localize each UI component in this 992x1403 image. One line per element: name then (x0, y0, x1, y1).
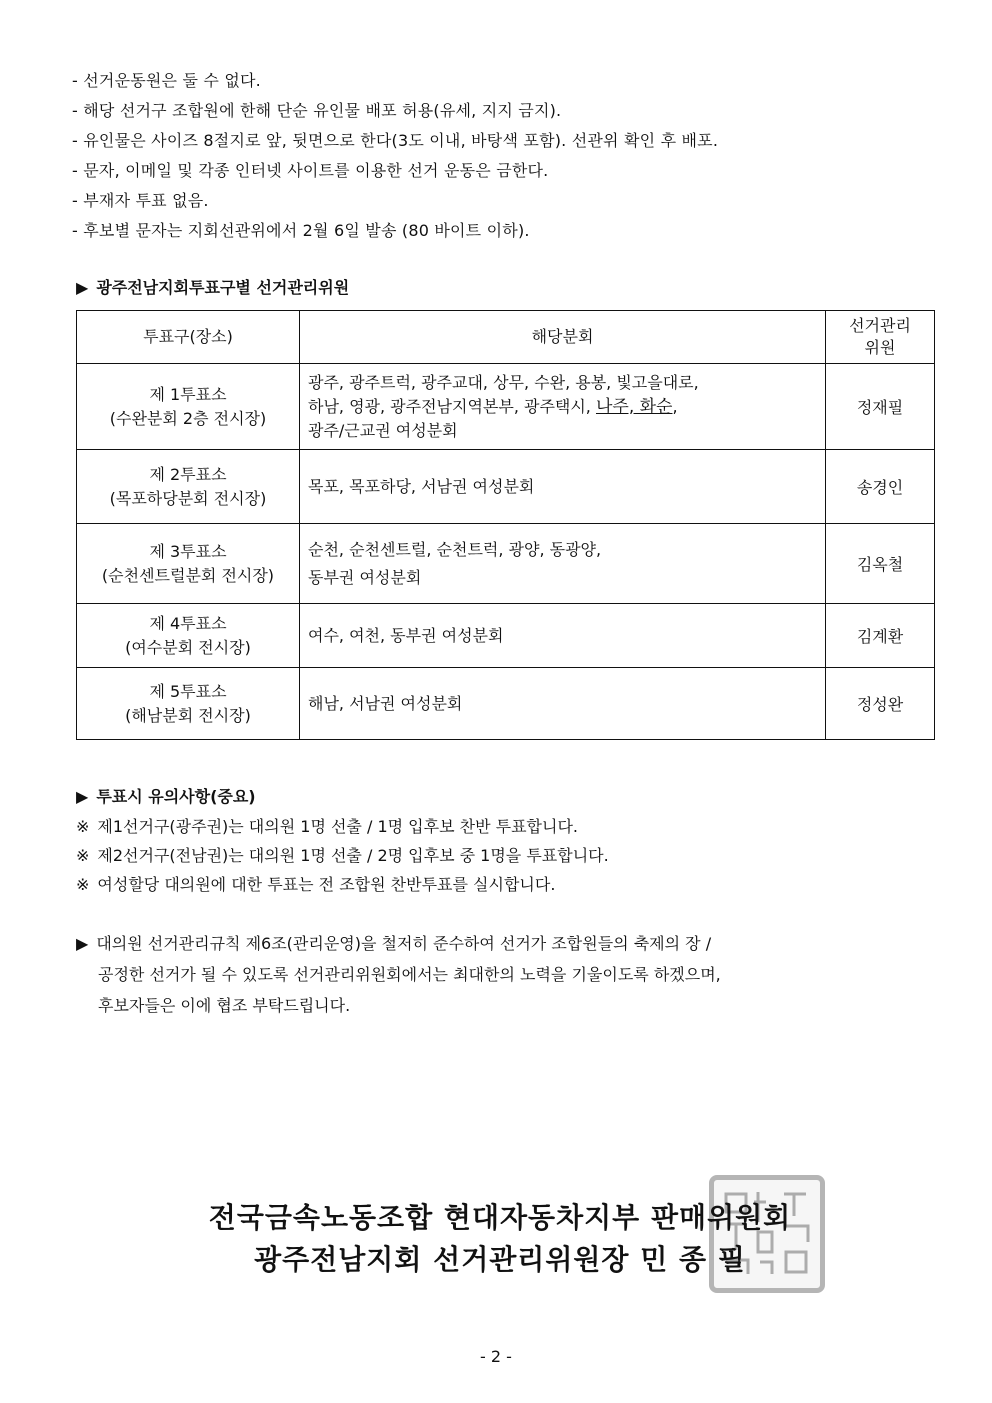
header-manager (826, 311, 935, 364)
booth-place: (수완분회 2층 전시장) (109, 408, 267, 428)
branches-line: 순천, 순천센트럴, 순천트럭, 광양, 동광양, (308, 539, 602, 559)
manager-cell: 송경인 (826, 450, 935, 524)
booth-cell (77, 450, 300, 524)
triangle-icon: ▶ (76, 934, 89, 953)
manager-cell: 정성완 (826, 668, 935, 740)
rule-item: - 유인물은 사이즈 8절지로 앞, 뒷면으로 한다(3도 이내, 바탕색 포함). 선관위 확인 후 배포. (72, 131, 719, 150)
booth-cell (77, 668, 300, 740)
booth-name: 제 1투표소 (149, 384, 227, 404)
committee-section-heading (76, 275, 349, 298)
triangle-icon: ▶ (76, 278, 89, 297)
booth-place: (순천센트럴분회 전시장) (101, 565, 275, 585)
booth-cell (77, 524, 300, 604)
booth-name: 제 5투표소 (149, 681, 227, 701)
closing-paragraph (76, 928, 896, 1021)
table-row (77, 524, 935, 604)
note-text: 여성할당 대의원에 대한 투표는 전 조합원 찬반투표를 실시합니다. (97, 875, 556, 894)
campaign-rules-list (72, 66, 932, 246)
header-manager-line2: 위원 (864, 338, 896, 357)
branches-cell: 여수, 여천, 동부권 여성분회 (300, 604, 826, 668)
rule-item: - 해당 선거구 조합원에 한해 단순 유인물 배포 허용(유세, 지지 금지). (72, 101, 562, 120)
manager-cell: 김계환 (826, 604, 935, 668)
booth-place: (여수분회 전시장) (125, 637, 251, 657)
voting-notes-heading (76, 784, 256, 807)
signature-chairperson: 광주전남지회 선거관리위원장 민 종 필 (254, 1243, 746, 1276)
reference-mark-icon: ※ (76, 846, 90, 865)
manager-cell: 김옥철 (826, 524, 935, 604)
rule-item: - 문자, 이메일 및 각종 인터넷 사이트를 이용한 선거 운동은 금한다. (72, 161, 549, 180)
table-row (77, 450, 935, 524)
table-header-row (77, 311, 935, 364)
branches-comma: , (672, 396, 678, 416)
reference-mark-icon: ※ (76, 817, 90, 836)
booth-place: (목포하당분회 전시장) (109, 488, 267, 508)
note-text: 제2선거구(전남권)는 대의원 1명 선출 / 2명 입후보 중 1명을 투표합니다. (97, 846, 609, 865)
branches-line: 광주, 광주트럭, 광주교대, 상무, 수완, 용봉, 빛고을대로, (308, 372, 699, 392)
booth-name: 제 2투표소 (149, 464, 227, 484)
manager-cell: 정재필 (826, 364, 935, 450)
underlined-branches: 나주, 화순 (595, 396, 673, 417)
header-booth: 투표구(장소) (77, 311, 300, 364)
voting-notes-list (76, 812, 609, 899)
table-row (77, 364, 935, 450)
reference-mark-icon: ※ (76, 875, 90, 894)
note-item (76, 841, 609, 870)
voting-notes-title: 투표시 유의사항(중요) (96, 787, 256, 806)
branches-cell (300, 524, 826, 604)
branches-line: 광주/근교권 여성분회 (308, 420, 458, 440)
committee-section-title: 광주전남지회투표구별 선거관리위원 (96, 278, 350, 297)
closing-line: 공정한 선거가 될 수 있도록 선거관리위원회에서는 최대한의 노력을 기울이도록 하겠으며, (98, 965, 721, 984)
branches-line: 동부권 여성분회 (308, 567, 422, 587)
note-item (76, 812, 609, 841)
note-item (76, 870, 609, 899)
rule-item: - 후보별 문자는 지회선관위에서 2월 6일 발송 (80 바이트 이하). (72, 221, 530, 240)
booth-cell (77, 364, 300, 450)
booth-cell (77, 604, 300, 668)
note-text: 제1선거구(광주권)는 대의원 1명 선출 / 1명 입후보 찬반 투표합니다. (97, 817, 578, 836)
signature-organization: 전국금속노동조합 현대자동차지부 판매위원회 (208, 1201, 792, 1234)
table-row (77, 668, 935, 740)
rule-item: - 선거운동원은 둘 수 없다. (72, 71, 261, 90)
branches-line: 하남, 영광, 광주전남지역본부, 광주택시, (308, 396, 596, 416)
closing-line: 후보자들은 이에 협조 부탁드립니다. (98, 996, 351, 1015)
triangle-icon: ▶ (76, 787, 89, 806)
booth-name: 제 3투표소 (149, 541, 227, 561)
polling-booth-table (76, 310, 935, 740)
header-manager-line1: 선거관리 (849, 316, 911, 335)
rule-item: - 부재자 투표 없음. (72, 191, 209, 210)
booth-name: 제 4투표소 (149, 613, 227, 633)
page-number: - 2 - (480, 1347, 512, 1366)
header-branches: 해당분회 (300, 311, 826, 364)
booth-place: (해남분회 전시장) (125, 705, 251, 725)
branches-cell (300, 364, 826, 450)
branches-cell: 목포, 목포하당, 서남권 여성분회 (300, 450, 826, 524)
table-row (77, 604, 935, 668)
branches-cell: 해남, 서남권 여성분회 (300, 668, 826, 740)
closing-line: 대의원 선거관리규칙 제6조(관리운영)을 철저히 준수하여 선거가 조합원들의 축제의 장 / (96, 934, 712, 953)
